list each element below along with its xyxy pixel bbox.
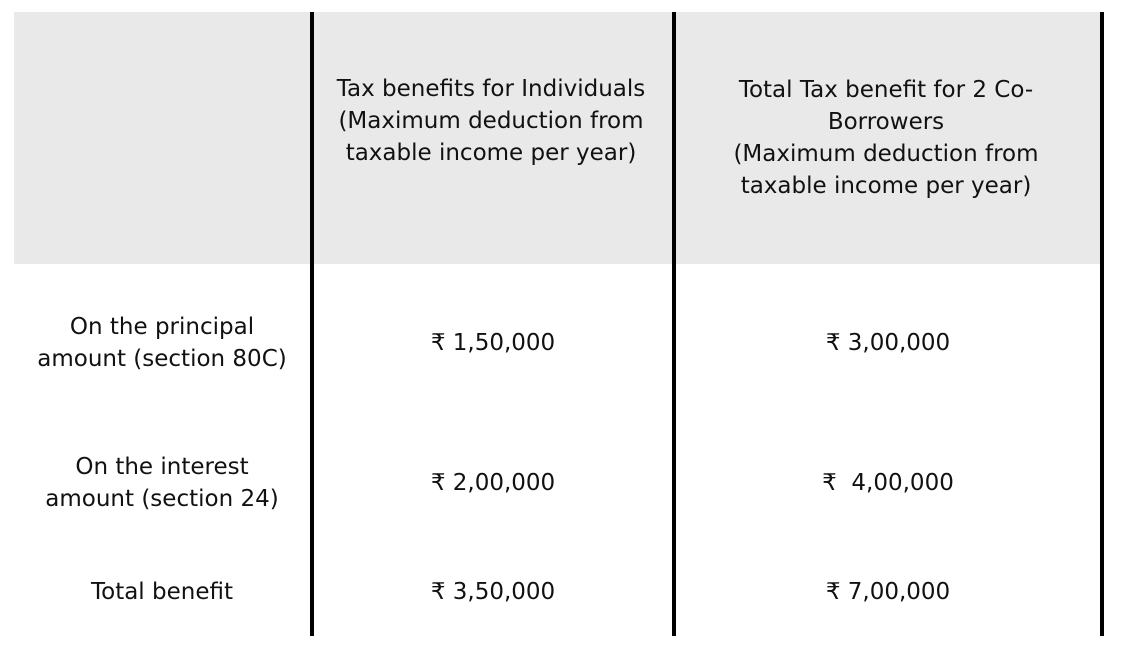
- header-individuals-title: Tax benefits for Individuals: [336, 76, 646, 102]
- column-divider-1: [310, 12, 314, 636]
- column-divider-3: [1100, 12, 1104, 636]
- row-label-interest: On the interest amount (section 24): [45, 454, 279, 512]
- header-co-borrowers: [716, 12, 1056, 264]
- header-corner-cell: [14, 12, 310, 264]
- row-interest-co-borrowers: ₹ 4,00,000: [822, 470, 954, 496]
- column-divider-2: [672, 12, 676, 636]
- header-individuals: [334, 12, 648, 264]
- row-total-individual: ₹ 3,50,000: [430, 579, 556, 605]
- header-co-borrowers-note: (Maximum deduction from taxable income per year): [733, 141, 1039, 199]
- header-individuals-note: (Maximum deduction from taxable income per year): [338, 108, 644, 166]
- row-label-principal: On the principal amount (section 80C): [37, 314, 287, 372]
- header-co-borrowers-title: Total Tax benefit for 2 Co-Borrowers: [738, 77, 1034, 135]
- row-principal-individual: ₹ 1,50,000: [430, 330, 556, 356]
- row-interest-individual: ₹ 2,00,000: [430, 470, 556, 496]
- row-label-total: Total benefit: [90, 579, 233, 605]
- row-principal-co-borrowers: ₹ 3,00,000: [825, 330, 951, 356]
- row-total-co-borrowers: ₹ 7,00,000: [825, 579, 951, 605]
